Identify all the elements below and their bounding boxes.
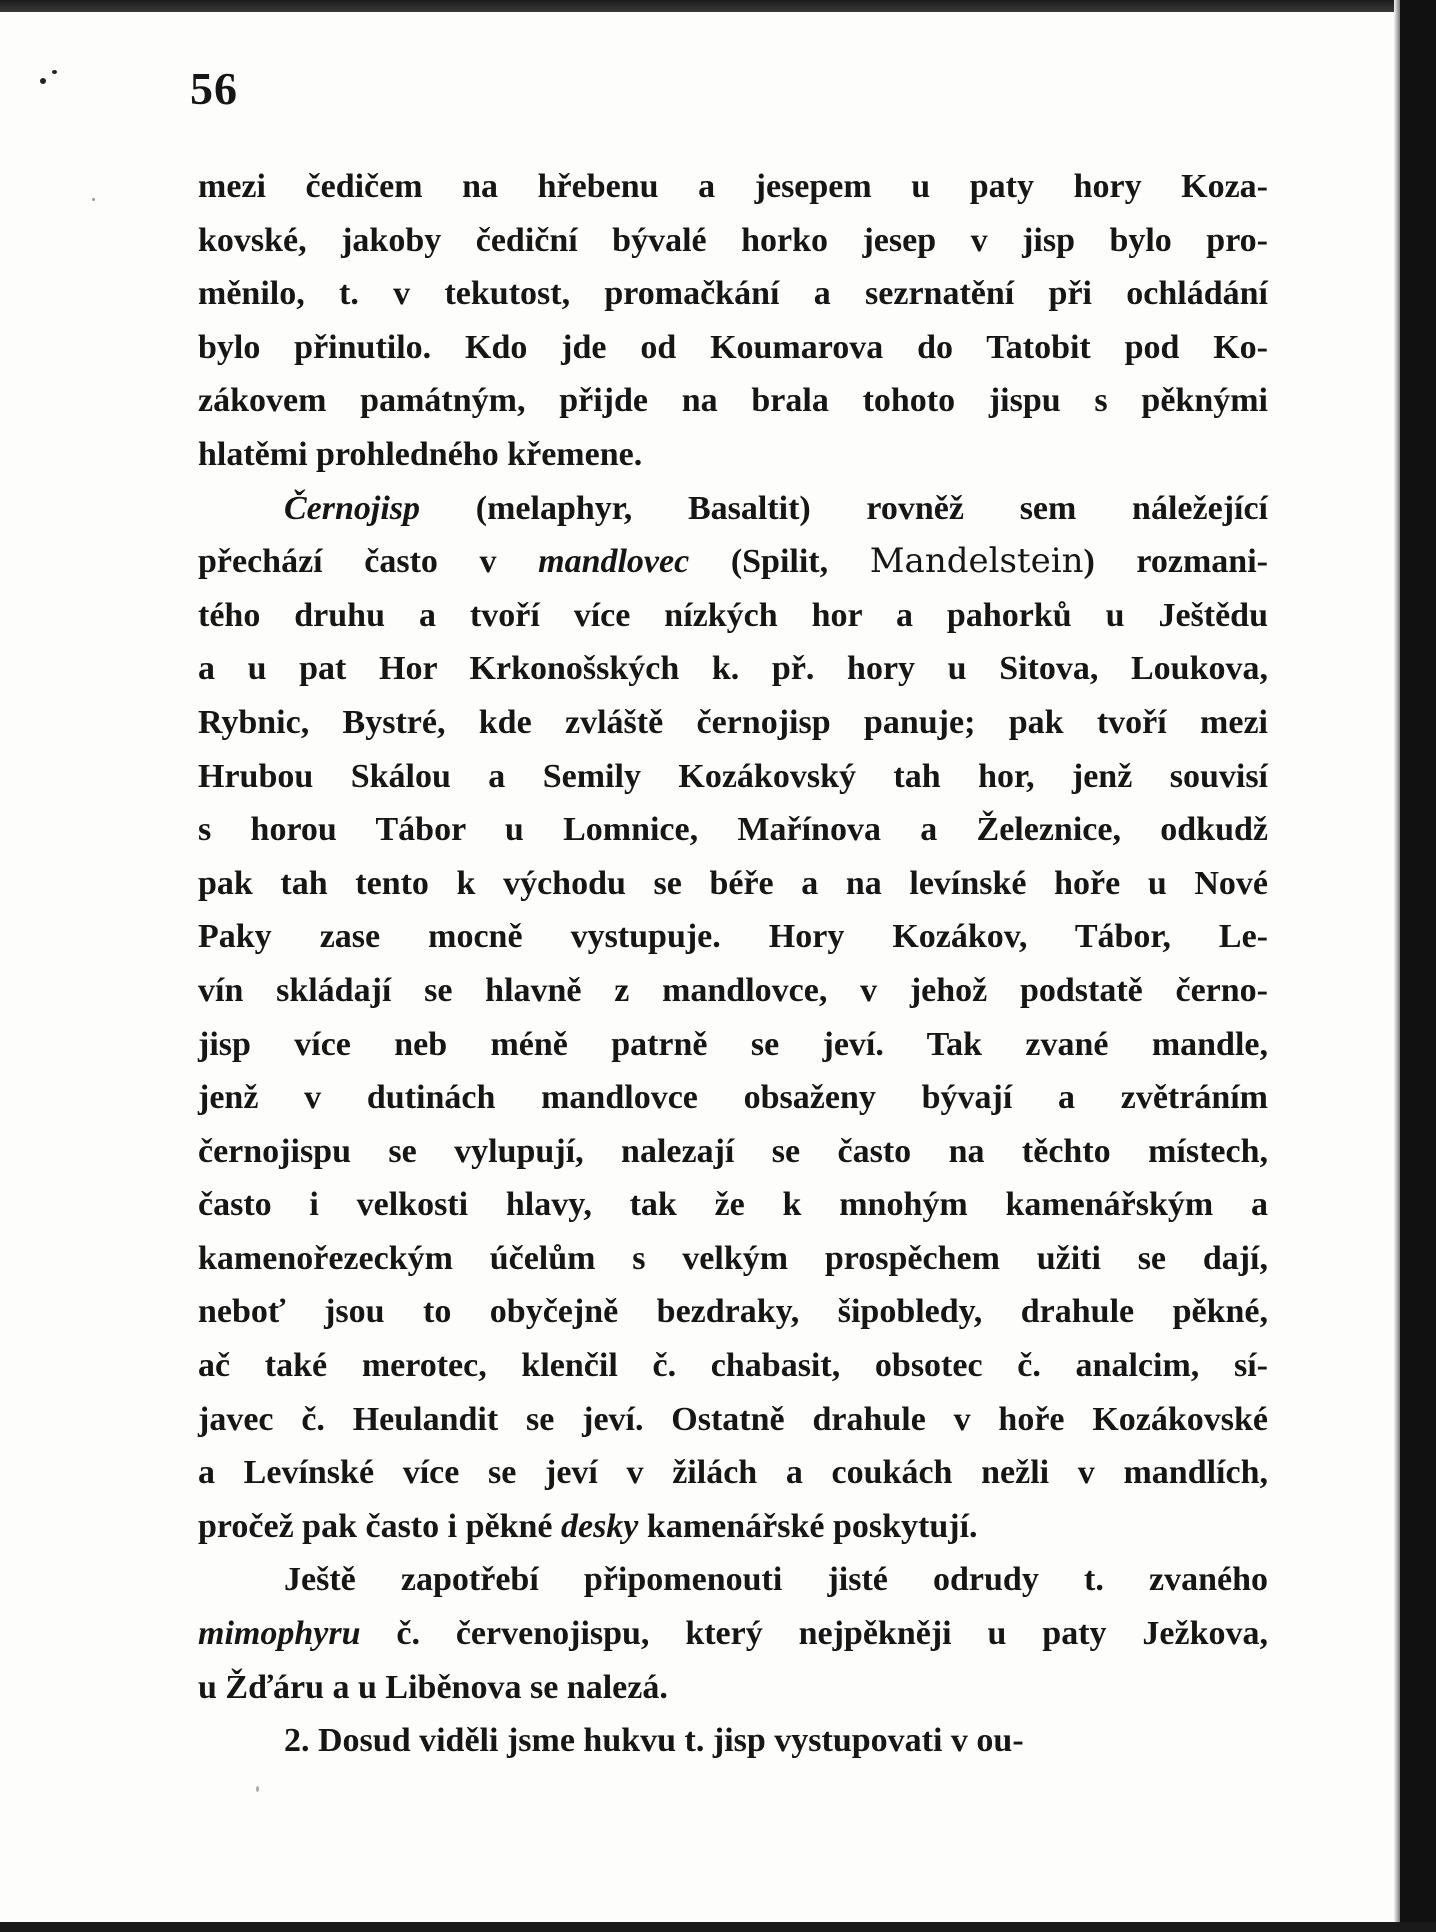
text-segment: Hrubou Skálou a Semily Kozákovský tah hor, jenž souvisí xyxy=(198,757,1268,795)
text-segment: často i velkosti hlavy, tak že k mnohým kamenářským a xyxy=(198,1186,1268,1224)
text-segment: Paky zase mocně vystupuje. Hory Kozákov, Tábor, Le- xyxy=(198,918,1268,956)
text-segment: kamenářské poskytují. xyxy=(638,1507,978,1545)
body-text xyxy=(198,160,1268,1768)
text-line xyxy=(198,1553,1268,1607)
text-line xyxy=(198,1393,1268,1447)
text-line xyxy=(198,214,1268,268)
text-segment: měnilo, t. v tekutost, promačkání a sezrnatění při ochládání xyxy=(198,275,1268,313)
ink-speck xyxy=(256,1786,259,1792)
text-segment: hlatěmi prohledného křemene. xyxy=(198,435,643,473)
ink-speck xyxy=(92,198,95,201)
text-segment: s horou Tábor u Lomnice, Mařínova a Železnice, odkudž xyxy=(198,811,1268,849)
text-segment: mezi čedičem na hřebenu a jesepem u paty hory Koza- xyxy=(198,168,1268,205)
text-segment: a u pat Hor Krkonošských k. př. hory u Sitova, Loukova, xyxy=(198,650,1268,688)
text-segment: č. červenojispu, který nejpěkněji u paty Ježkova, xyxy=(360,1615,1268,1653)
text-line xyxy=(198,374,1268,428)
text-segment: přechází často v xyxy=(198,543,539,581)
scan-top-edge xyxy=(0,0,1436,12)
text-segment: u Žďáru a u Liběnova se nalezá. xyxy=(198,1668,668,1706)
text-segment: jenž v dutinách mandlovce obsaženy bývají a zvětráním xyxy=(198,1079,1268,1117)
text-line xyxy=(198,1232,1268,1286)
text-line xyxy=(198,589,1268,643)
text-line xyxy=(198,750,1268,804)
italic-term: desky xyxy=(560,1507,639,1545)
text-line xyxy=(198,160,1268,214)
text-line xyxy=(198,857,1268,911)
text-line xyxy=(198,1500,1268,1554)
text-line xyxy=(198,1714,1268,1768)
text-segment: ač také merotec, klenčil č. chabasit, obsotec č. analcim, sí- xyxy=(198,1347,1268,1385)
text-segment: a Levínské více se jeví v žilách a coukách nežli v mandlích, xyxy=(198,1454,1268,1492)
italic-term: mimophyru xyxy=(198,1615,361,1653)
text-line xyxy=(198,642,1268,696)
text-segment: pročež pak často i pěkné xyxy=(198,1507,561,1545)
text-line xyxy=(198,696,1268,750)
text-line xyxy=(198,1446,1268,1500)
text-segment: jisp více neb méně patrně se jeví. Tak zvané mandle, xyxy=(198,1025,1268,1063)
ink-speck xyxy=(52,70,57,74)
text-segment: kamenořezeckým účelům s velkým prospěchem užiti se dají, xyxy=(198,1239,1268,1277)
text-line xyxy=(198,964,1268,1018)
italic-term: mandlovec xyxy=(538,543,690,581)
text-segment: tého druhu a tvoří více nízkých hor a pahorků u Ještědu xyxy=(198,596,1268,634)
text-line xyxy=(198,267,1268,321)
text-segment: ) rozmani- xyxy=(1083,543,1268,581)
text-segment: neboť jsou to obyčejně bezdraky, šipobledy, drahule pěkné, xyxy=(198,1293,1268,1331)
text-line xyxy=(198,1339,1268,1393)
text-segment: 2. Dosud viděli jsme hukvu t. jisp vystupovati v ou- xyxy=(284,1722,1024,1760)
scan-bottom-edge xyxy=(0,1922,1436,1932)
text-segment: zákovem památným, přijde na brala tohoto jispu s pěknými xyxy=(198,382,1268,420)
fraktur-term: Mandelstein xyxy=(869,541,1084,582)
text-line xyxy=(198,1661,1268,1715)
italic-term: Černojisp xyxy=(284,489,421,527)
text-line xyxy=(198,1018,1268,1072)
text-segment: vín skládají se hlavně z mandlovce, v jehož podstatě černo- xyxy=(198,971,1268,1009)
text-segment: kovské, jakoby čediční bývalé horko jesep v jisp bylo pro- xyxy=(198,221,1268,259)
text-line xyxy=(198,803,1268,857)
text-line xyxy=(198,1607,1268,1661)
text-line xyxy=(198,910,1268,964)
scan-right-edge xyxy=(1400,0,1436,1932)
text-segment: pak tah tento k východu se béře a na levínské hoře u Nové xyxy=(198,864,1268,902)
text-line xyxy=(198,1125,1268,1179)
text-line xyxy=(198,482,1268,536)
page-number: 56 xyxy=(190,63,238,114)
text-segment: Rybnic, Bystré, kde zvláště černojisp panuje; pak tvoří mezi xyxy=(198,703,1268,741)
ink-speck xyxy=(40,78,46,84)
text-segment: Ještě zapotřebí připomenouti jisté odrudy t. zvaného xyxy=(284,1561,1268,1599)
text-line xyxy=(198,1071,1268,1125)
text-segment: (Spilit, xyxy=(689,543,870,581)
text-segment: javec č. Heulandit se jeví. Ostatně drahule v hoře Kozákovské xyxy=(198,1400,1268,1438)
text-line xyxy=(198,428,1268,482)
text-segment: (melaphyr, Basaltit) rovněž sem náležející xyxy=(420,489,1268,527)
text-segment: černojispu se vylupují, nalezají se často na těchto místech, xyxy=(198,1132,1268,1170)
text-line xyxy=(198,1285,1268,1339)
text-line xyxy=(198,321,1268,375)
text-line xyxy=(198,535,1268,589)
text-segment: bylo přinutilo. Kdo jde od Koumarova do Tatobit pod Ko- xyxy=(198,328,1268,366)
text-line xyxy=(198,1178,1268,1232)
